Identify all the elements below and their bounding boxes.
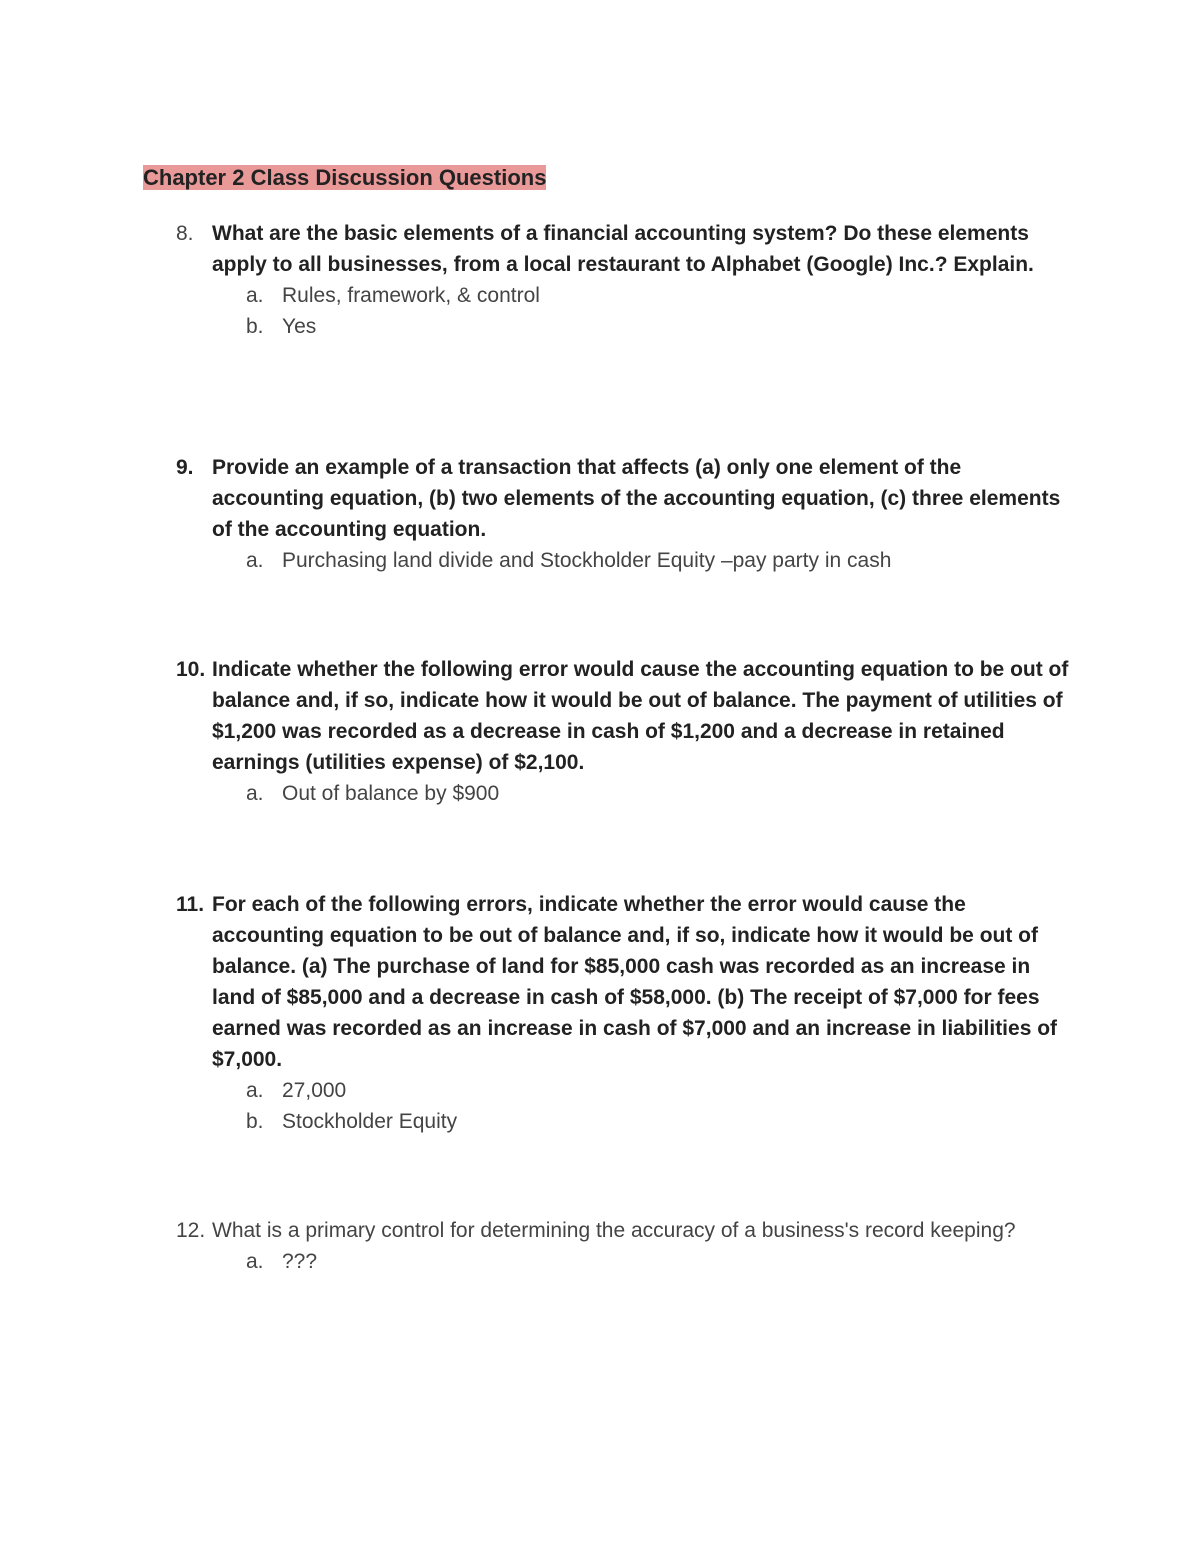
answer-text: Purchasing land divide and Stockholder Equity –pay party in cash — [282, 549, 892, 572]
answer-item — [246, 1246, 1076, 1277]
answer-text: Stockholder Equity — [282, 1110, 458, 1133]
question-number: 9. — [176, 456, 194, 479]
answer-list — [176, 1246, 1076, 1277]
question-number: 11. — [176, 893, 205, 916]
answer-text: 27,000 — [282, 1079, 347, 1102]
question-text: For each of the following errors, indicate whether the error would cause the accounting equation to be out of balance and, if so, indicate how it would be out of balance. (a) The purchase of land for $85,000 cash was recorded as an increase in land of $85,000 and a decrease in cash of $58,000. (b) The receipt of $7,000 for fees earned was recorded as an increase in cash of $7,000 and an increase in liabilities of $7,000. — [212, 893, 1058, 1071]
answer-list — [176, 1075, 1076, 1137]
answer-letter: a. — [246, 782, 264, 805]
question-text: What are the basic elements of a financial accounting system? Do these elements apply to all businesses, from a local restaurant to Alphabet (Google) Inc.? Explain. — [212, 222, 1034, 276]
question-number: 8. — [176, 222, 194, 245]
question-text: What is a primary control for determining the accuracy of a business's record keeping? — [212, 1219, 1016, 1242]
question-9 — [176, 452, 1076, 576]
question-text: Indicate whether the following error would cause the accounting equation to be out of balance and, if so, indicate how it would be out of balance. The payment of utilities of $1,200 was recorded as a decrease in cash of $1,200 and a decrease in retained earnings (utilities expense) of $2,100. — [212, 658, 1069, 774]
question-11 — [176, 889, 1076, 1137]
answer-list — [176, 545, 1076, 576]
answer-text: Out of balance by $900 — [282, 782, 500, 805]
answer-text: ??? — [282, 1250, 318, 1273]
page-title-text: Chapter 2 Class Discussion Questions — [143, 165, 547, 190]
question-number: 10. — [176, 658, 206, 681]
answer-letter: b. — [246, 315, 264, 338]
question-text: Provide an example of a transaction that affects (a) only one element of the accounting equation, (b) two elements of the accounting equation, (c) three elements of the accounting equation. — [212, 456, 1061, 541]
question-12 — [176, 1215, 1076, 1277]
answer-item — [246, 280, 1076, 311]
answer-letter: a. — [246, 284, 264, 307]
answer-item — [246, 545, 1076, 576]
answer-letter: a. — [246, 549, 264, 572]
answer-item — [246, 1075, 1076, 1106]
question-8 — [176, 218, 1076, 342]
answer-list — [176, 280, 1076, 342]
answer-letter: a. — [246, 1079, 264, 1102]
answer-item — [246, 311, 1076, 342]
answer-letter: a. — [246, 1250, 264, 1273]
page-title — [141, 163, 548, 193]
answer-item — [246, 778, 1076, 809]
answer-item — [246, 1106, 1076, 1137]
question-10 — [176, 654, 1076, 809]
question-number: 12. — [176, 1219, 206, 1242]
answer-text: Rules, framework, & control — [282, 284, 540, 307]
answer-text: Yes — [282, 315, 317, 338]
answer-letter: b. — [246, 1110, 264, 1133]
answer-list — [176, 778, 1076, 809]
